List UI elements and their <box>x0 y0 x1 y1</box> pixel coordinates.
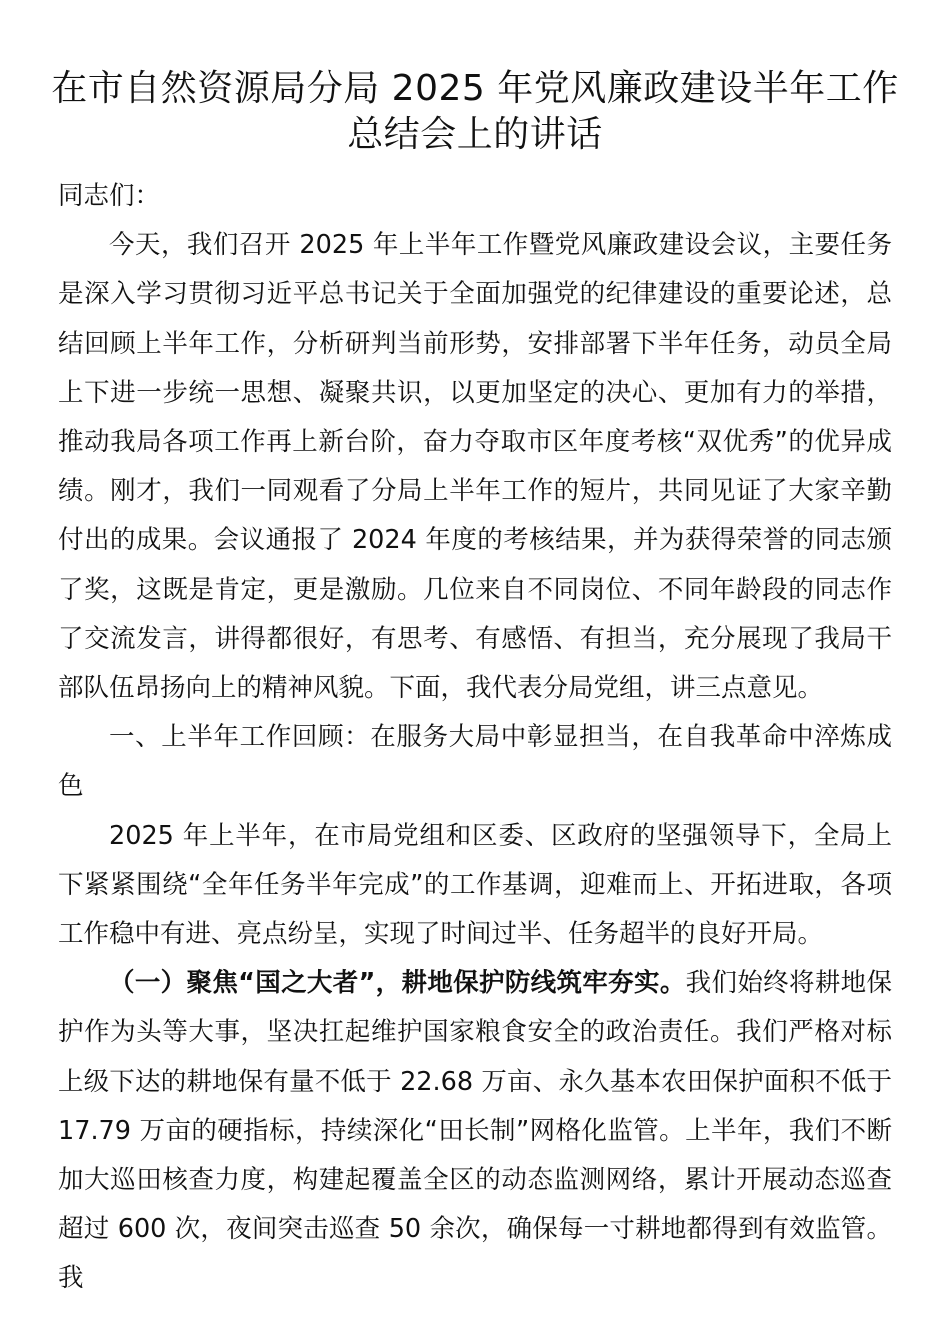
subsection-heading-1: （一）聚焦“国之大者”，耕地保护防线筑牢夯实。 <box>109 968 686 999</box>
section-heading-1: 一、上半年工作回顾：在服务大局中彰显担当，在自我革命中淬炼成色 <box>58 722 892 802</box>
paragraph-summary: 2025 年上半年，在市局党组和区委、区政府的坚强领导下，全局上下紧紧围绕“全年任务半年完成”的工作基调，迎难而上、开拓进取，各项工作稳中有进、亮点纷呈，实现了时间过半、任务超半的良好开局。 <box>58 820 892 950</box>
salutation: 同志们： <box>58 181 161 211</box>
paragraph-farmland <box>58 959 892 1303</box>
paragraph-intro: 今天，我们召开 2025 年上半年工作暨党风廉政建设会议，主要任务是深入学习贯彻习近平总书记关于全面加强党的纪律建设的重要论述，总结回顾上半年工作，分析研判当前形势，安排部署下半年任务，动员全局上下进一步统一思想、凝聚共识，以更加坚定的决心、更加有力的举措，推动我局各项工作再上新台阶，奋力夺取市区年度考核“双优秀”的优异成绩。刚才，我们一同观看了分局上半年工作的短片，共同见证了大家辛勤付出的成果。会议通报了 2024 年度的考核结果，并为获得荣誉的同志颁了奖，这既是肯定，更是激励。几位来自不同岗位、不同年龄段的同志作了交流发言，讲得都很好，有思考、有感悟、有担当，充分展现了我局干部队伍昂扬向上的精神风貌。下面，我代表分局党组，讲三点意见。 <box>58 230 892 704</box>
document-body <box>58 172 892 1304</box>
document-title: 在市自然资源局分局 2025 年党风廉政建设半年工作总结会上的讲话 <box>51 68 899 155</box>
paragraph-farmland-text: 我们始终将耕地保护作为头等大事，坚决扛起维护国家粮食安全的政治责任。我们严格对标上级下达的耕地保有量不低于 22.68 万亩、永久基本农田保护面积不低于 17.79 万亩的硬指标，持续深化“田长制”网格化监管。上半年，我们不断加大巡田核查力度，构建起覆盖全区的动态监测网络，累计开展动态巡查超过 600 次，夜间突击巡查 50 余次，确保每一寸耕地都得到有效监管。我 <box>58 968 892 1294</box>
